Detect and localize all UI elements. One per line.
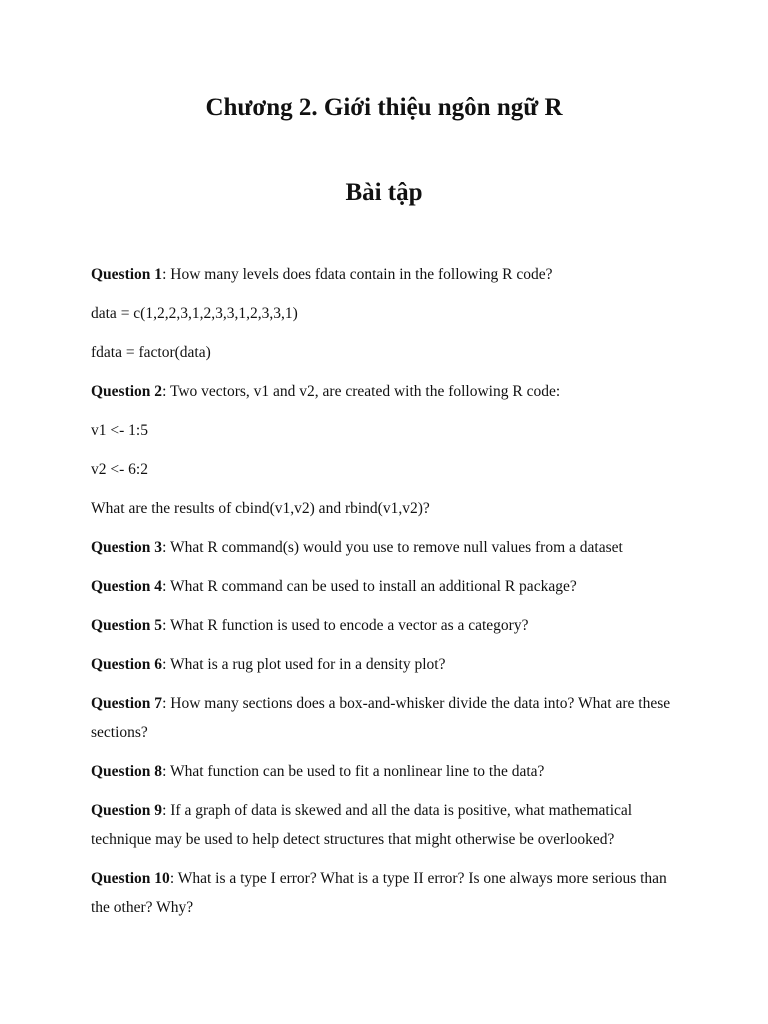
question-7 xyxy=(91,689,681,747)
question-text: : How many levels does fdata contain in the following R code? xyxy=(162,266,553,283)
question-text: : What function can be used to fit a nonlinear line to the data? xyxy=(162,763,545,780)
question-followup: What are the results of cbind(v1,v2) and rbind(v1,v2)? xyxy=(91,500,430,517)
question-text: : What R function is used to encode a vector as a category? xyxy=(162,617,529,634)
question-text: : What is a type I error? What is a type II error? Is one always more serious than the other? Why? xyxy=(91,870,667,916)
section-title: Bài tập xyxy=(345,179,423,206)
question-2 xyxy=(91,377,681,406)
code-line: fdata = factor(data) xyxy=(91,344,211,361)
question-label: Question 3 xyxy=(91,539,163,556)
question-list xyxy=(91,260,681,932)
question-text: : If a graph of data is skewed and all the data is positive, what mathematical technique may be used to help detect structures that might otherwise be overlooked? xyxy=(91,802,633,848)
question-label: Question 4 xyxy=(91,578,163,595)
question-label: Question 9 xyxy=(91,802,163,819)
code-line: data = c(1,2,2,3,1,2,3,3,1,2,3,3,1) xyxy=(91,305,298,322)
question-3 xyxy=(91,533,681,562)
chapter-title: Chương 2. Giới thiệu ngôn ngữ R xyxy=(205,94,563,121)
question-4 xyxy=(91,572,681,601)
question-9 xyxy=(91,796,681,854)
question-label: Question 6 xyxy=(91,656,163,673)
question-label: Question 1 xyxy=(91,266,163,283)
question-label: Question 7 xyxy=(91,695,163,712)
question-5 xyxy=(91,611,681,640)
question-text: : How many sections does a box-and-whisker divide the data into? What are these sections? xyxy=(91,695,671,741)
code-line: v2 <- 6:2 xyxy=(91,461,148,478)
question-text: : What is a rug plot used for in a density plot? xyxy=(162,656,446,673)
question-8 xyxy=(91,757,681,786)
question-label: Question 5 xyxy=(91,617,163,634)
question-label: Question 10 xyxy=(91,870,170,887)
question-text: : What R command(s) would you use to remove null values from a dataset xyxy=(162,539,623,556)
question-10 xyxy=(91,864,681,922)
code-line: v1 <- 1:5 xyxy=(91,422,148,439)
question-1 xyxy=(91,260,681,289)
question-label: Question 2 xyxy=(91,383,163,400)
question-text: : Two vectors, v1 and v2, are created with the following R code: xyxy=(162,383,561,400)
question-text: : What R command can be used to install an additional R package? xyxy=(162,578,577,595)
question-6 xyxy=(91,650,681,679)
question-label: Question 8 xyxy=(91,763,163,780)
